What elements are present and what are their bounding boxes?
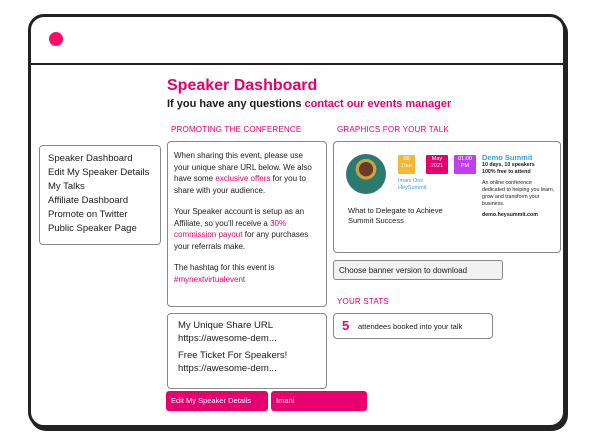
promote-panel [167,141,327,307]
imani-button[interactable]: Imani [271,391,367,411]
month-tag [426,155,448,174]
stats-number: 5 [342,318,350,333]
date-tag [398,155,415,174]
page-subtitle [167,98,451,110]
page-title: Speaker Dashboard [167,77,318,94]
exclusive-offers-link[interactable]: exclusive offers [215,174,271,183]
sidebar-item-promote-twitter[interactable]: Promote on Twitter [48,209,128,220]
sidebar-item-speaker-dashboard[interactable]: Speaker Dashboard [48,153,133,164]
time-tag [454,155,476,174]
free-ticket-label: Free Ticket For Speakers! [178,350,288,361]
share-url-panel [167,313,327,389]
browser-window [28,14,566,428]
demo-description: An online conference dedicated to helping you learn, grow and transform your business. [482,180,555,207]
graphics-heading: GRAPHICS FOR YOUR TALK [337,125,449,134]
subtitle-text: If you have any questions [167,98,302,110]
demo-summit-info [482,153,556,219]
sidebar-item-public-speaker-page[interactable]: Public Speaker Page [48,223,137,234]
promote-paragraph-3 [174,262,320,285]
promote-heading: PROMOTING THE CONFERENCE [171,125,302,134]
sidebar-item-affiliate-dashboard[interactable]: Affiliate Dashboard [48,195,129,206]
promote-text: The hashtag for this event is [174,263,275,272]
demo-summit-title: Demo Summit [482,153,533,162]
speaker-name-block [398,178,426,191]
choose-banner-button[interactable]: Choose banner version to download [333,260,503,280]
window-titlebar [31,17,563,65]
date-weekday: Thur [400,162,413,169]
stats-heading: YOUR STATS [337,297,389,306]
stats-text: attendees booked into your talk [358,322,463,331]
contact-manager-link[interactable]: contact our events manager [304,98,452,110]
demo-line-2: 100% free to attend [482,168,531,175]
promote-paragraph-1 [174,150,320,196]
date-month: May [431,156,443,162]
sidebar-item-edit-details[interactable]: Edit My Speaker Details [48,167,150,178]
date-day-number: 08 [403,156,410,162]
promote-text: Your Speaker account is setup as an Affiliate, so you'll receive a [174,207,305,228]
sidebar-item-my-talks[interactable]: My Talks [48,181,85,192]
promote-text: for you to share with your audience. [174,174,306,195]
promote-text: for any purchases your referrals make. [174,230,309,251]
talk-title: What to Delegate to Achieve Summit Success [348,206,443,225]
time-value: 01:00 [458,156,472,162]
date-year: 2021 [430,162,444,169]
talk-graphic-card [333,141,561,253]
free-ticket-value[interactable]: https://awesome-dem... [178,362,277,374]
promote-text: When sharing this event, please use your unique share URL below. We also have some [174,151,312,183]
window-dot-icon[interactable] [49,32,63,46]
speaker-org: HeySummit [398,184,427,191]
share-url-value[interactable]: https://awesome-dem... [178,332,277,344]
demo-url: demo.heysummit.com [482,212,538,219]
hashtag-link[interactable]: #mynextvirtualevent [174,274,246,284]
time-ampm: PM [460,162,470,169]
demo-line-1: 10 days, 10 speakers [482,162,535,168]
commission-link[interactable]: 30% commission payout [174,218,287,239]
promote-paragraph-2 [174,206,320,252]
speaker-name: Imani Onii [398,178,423,184]
stats-card [333,313,493,339]
speaker-avatar [346,154,386,194]
share-url-label: My Unique Share URL [178,320,274,331]
sidebar-nav [39,145,161,245]
edit-speaker-details-button[interactable]: Edit My Speaker Details [166,391,268,411]
